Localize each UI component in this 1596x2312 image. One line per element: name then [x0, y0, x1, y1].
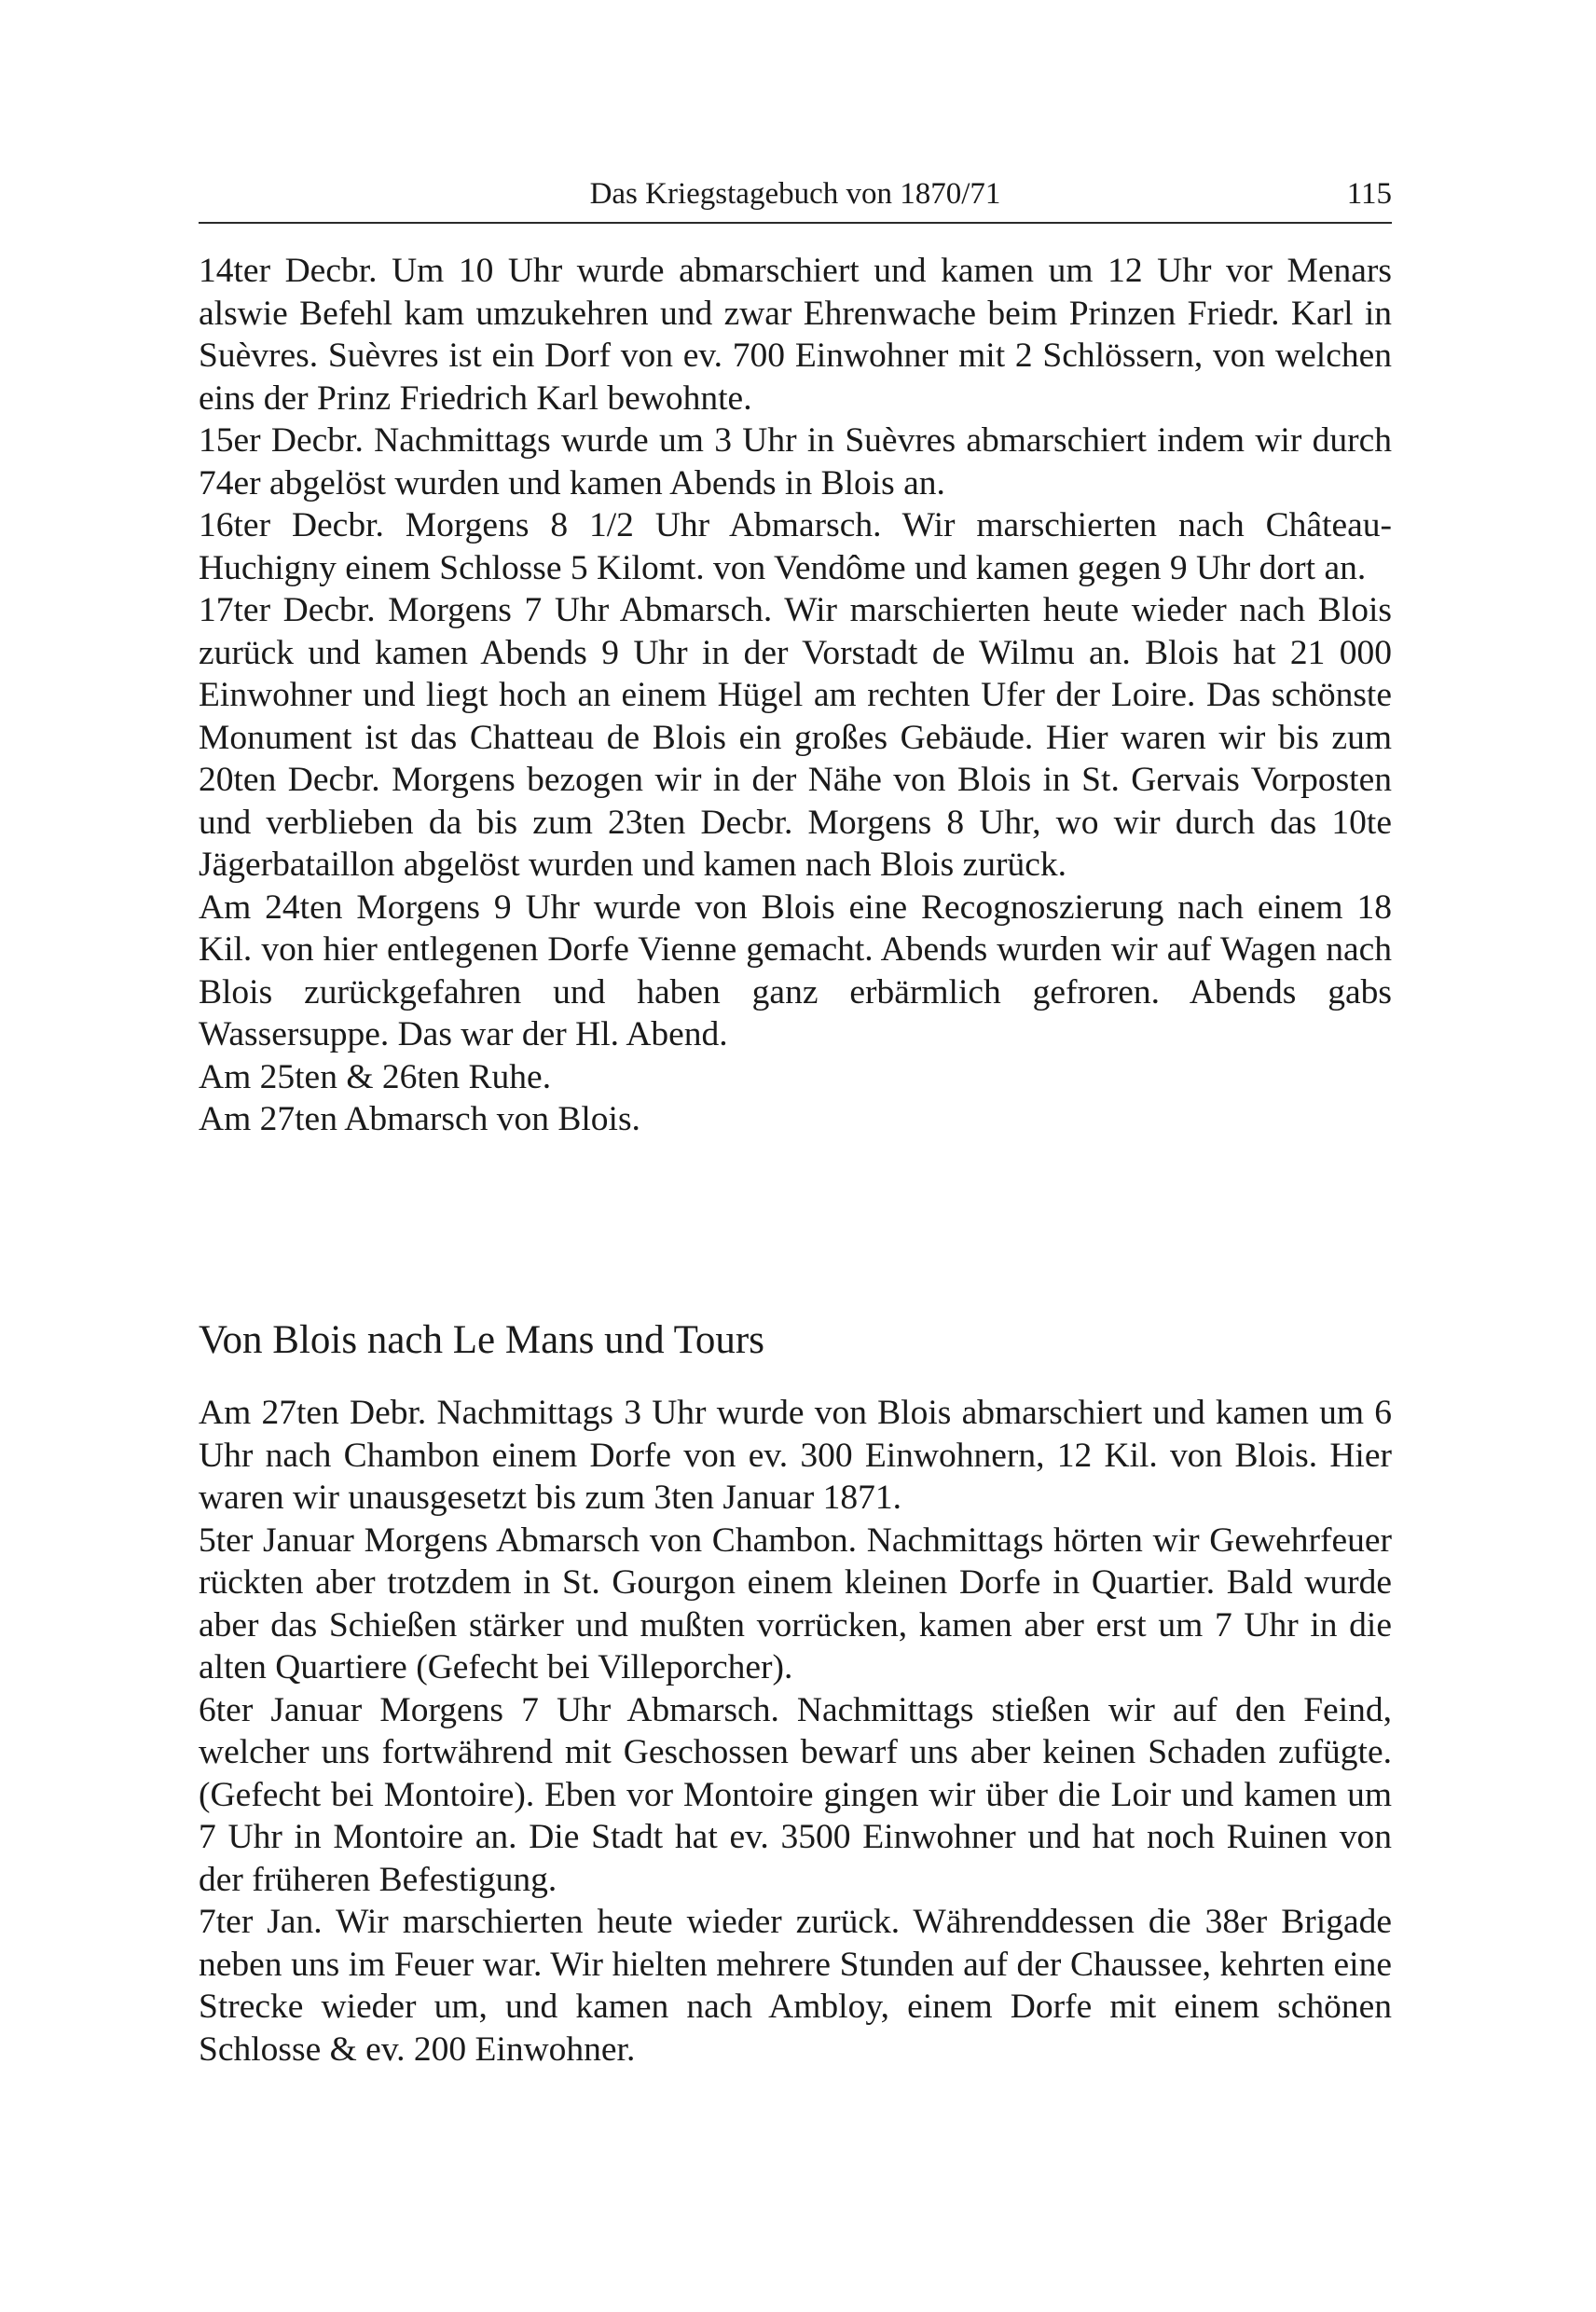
section-heading: Von Blois nach Le Mans und Tours	[199, 1318, 764, 1362]
diary-entry-7-jan: 7ter Jan. Wir marschierten heute wieder zurück. Währenddessen die 38er Brigade neben uns im Feuer war. Wir hielten mehrere Stunden auf der Chaussee, kehrten eine Strecke wieder um, und kamen nach Ambloy, einem Dorfe mit einem schönen Schlosse & ev. 200 Einwohner.	[199, 1903, 1392, 2069]
diary-entry-5-jan: 5ter Januar Morgens Abmarsch von Chambon. Nachmittags hörten wir Gewehrfeuer rückten aber trotzdem in St. Gourgon einem kleinen Dorfe in Quartier. Bald wurde aber das Schießen stärker und mußten vorrücken, kamen aber erst um 7 Uhr in die alten Quartiere (Gefecht bei Villeporcher).	[199, 1521, 1392, 1686]
diary-entry-25-26-dec: Am 25ten & 26ten Ruhe.	[199, 1057, 552, 1096]
section-2-body	[199, 1392, 1392, 2071]
diary-entry-14-dec: 14ter Decbr. Um 10 Uhr wurde abmarschiert und kamen um 12 Uhr vor Menars alswie Befehl kam umzukehren und zwar Ehrenwache beim Prinzen Friedr. Karl in Suèvres. Suèvres ist ein Dorf von ev. 700 Einwohner mit 2 Schlössern, von welchen eins der Prinz Friedrich Karl bewohnte.	[199, 252, 1392, 418]
diary-entry-15-dec: 15er Decbr. Nachmittags wurde um 3 Uhr in Suèvres abmarschiert indem wir durch 74er abgelöst wurden und kamen Abends in Blois an.	[199, 421, 1392, 502]
running-title: Das Kriegstagebuch von 1870/71	[589, 177, 1001, 211]
page-number: 115	[1346, 177, 1392, 211]
header-rule	[199, 222, 1392, 224]
diary-entry-6-jan: 6ter Januar Morgens 7 Uhr Abmarsch. Nachmittags stießen wir auf den Feind, welcher uns fortwährend mit Geschossen bewarf uns aber keinen Schaden zufügte. (Gefecht bei Montoire). Eben vor Montoire gingen wir über die Loir und kamen um 7 Uhr in Montoire an. Die Stadt hat ev. 3500 Einwohner und hat noch Ruinen von der früheren Befestigung.	[199, 1690, 1392, 1899]
diary-entry-24-dec: Am 24ten Morgens 9 Uhr wurde von Blois eine Recognoszierung nach einem 18 Kil. von hier entlegenen Dorfe Vienne gemacht. Abends wurden wir auf Wagen nach Blois zurückgefahren und haben ganz erbärmlich gefroren. Abends gabs Wassersuppe. Das war der Hl. Abend.	[199, 888, 1392, 1053]
section-1-body	[199, 250, 1392, 1141]
diary-entry-27-dec: Am 27ten Abmarsch von Blois.	[199, 1100, 640, 1138]
diary-entry-17-dec: 17ter Decbr. Morgens 7 Uhr Abmarsch. Wir marschierten heute wieder nach Blois zurück und kamen Abends 9 Uhr in der Vorstadt de Wilmu an. Blois hat 21 000 Einwohner und liegt hoch an einem Hügel am rechten Ufer der Loire. Das schönste Monument ist das Chatteau de Blois ein großes Gebäude. Hier waren wir bis zum 20ten Decbr. Morgens bezogen wir in der Nähe von Blois in St. Gervais Vorposten und verblieben da bis zum 23ten Decbr. Morgens 8 Uhr, wo wir durch das 10te Jägerbataillon abgelöst wurden und kamen nach Blois zurück.	[199, 591, 1392, 884]
diary-entry-27-debr: Am 27ten Debr. Nachmittags 3 Uhr wurde von Blois abmarschiert und kamen um 6 Uhr nach Chambon einem Dorfe von ev. 300 Einwohnern, 12 Kil. von Blois. Hier waren wir unausgesetzt bis zum 3ten Januar 1871.	[199, 1394, 1392, 1517]
running-header	[199, 171, 1392, 217]
diary-entry-16-dec: 16ter Decbr. Morgens 8 1/2 Uhr Abmarsch. Wir marschierten nach Château-Huchigny einem Schlosse 5 Kilomt. von Vendôme und kamen gegen 9 Uhr dort an.	[199, 506, 1392, 587]
